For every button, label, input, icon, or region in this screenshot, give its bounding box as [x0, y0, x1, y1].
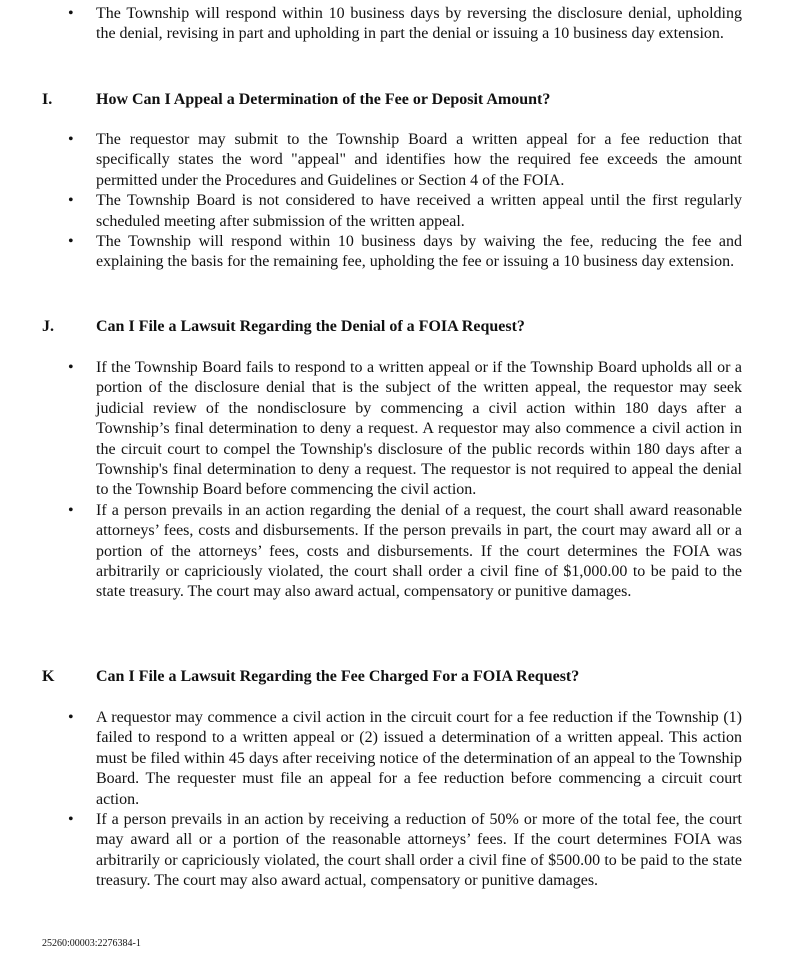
section-i-body — [0, 130, 802, 273]
list-item: • The Township will respond within 10 business days by waiving the fee, reducing the fee and explaining the basis for the remaining fee, upholding the fee or issuing a 10 business day extension. — [0, 232, 802, 273]
section-j-body — [0, 358, 802, 603]
list-item: • If a person prevails in an action by receiving a reduction of 50% or more of the total fee, the court may award all or a portion of the reasonable attorneys’ fees. If the court determines FOIA was arbitrarily or capriciously violated, the court shall order a civil fine of $500.00 to be paid to the state treasury. The court may also award actual, compensatory or punitive damages. — [0, 810, 802, 892]
section-letter: K — [42, 668, 55, 685]
section-j — [0, 316, 802, 338]
section-k-body — [0, 708, 802, 892]
section-header — [0, 316, 802, 338]
document-id-footer: 25260:00003:2276384-1 — [42, 938, 141, 949]
list-item: • If a person prevails in an action regarding the denial of a request, the court shall award reasonable attorneys’ fees, costs and disbursements. If the person prevails in part, the court may award all or a portion of the attorneys’ fees, costs and disbursements. If the court determines the FOIA was arbitrarily or capriciously violated, the court shall order a civil fine of $1,000.00 to be paid to the state treasury. The court may also award actual, compensatory or punitive damages. — [0, 501, 802, 603]
list-item: • The Township Board is not considered to have received a written appeal until the first regularly scheduled meeting after submission of the written appeal. — [0, 191, 802, 232]
section-header — [0, 666, 802, 688]
section-j-list — [0, 358, 802, 603]
section-header — [0, 89, 802, 111]
list-item: • If the Township Board fails to respond to a written appeal or if the Township Board upholds all or a portion of the disclosure denial that is the subject of the written appeal, the requestor may seek judicial review of the nondisclosure by commencing a civil action within 180 days after a Township’s final determination to deny a request. A requestor may also commence a civil action in the circuit court to compel the Township's disclosure of the public records within 180 days after a Township's final determination to deny a request. The requestor is not required to appeal the denial to the Township Board before commencing the civil action. — [0, 358, 802, 501]
section-i-list — [0, 130, 802, 273]
section-heading: How Can I Appeal a Determination of the Fee or Deposit Amount? — [96, 91, 551, 108]
section-k-list — [0, 708, 802, 892]
list-item: • The requestor may submit to the Township Board a written appeal for a fee reduction that specifically states the word "appeal" and identifies how the required fee exceeds the amount permitted under the Procedures and Guidelines or Section 4 of the FOIA. — [0, 130, 802, 191]
section-k — [0, 666, 802, 688]
section-heading: Can I File a Lawsuit Regarding the Fee Charged For a FOIA Request? — [96, 668, 580, 685]
carryover-block — [0, 4, 802, 45]
section-heading: Can I File a Lawsuit Regarding the Denial of a FOIA Request? — [96, 318, 525, 335]
list-item: • A requestor may commence a civil action in the circuit court for a fee reduction if the Township (1) failed to respond to a written appeal or (2) issued a determination of a written appeal. This action must be filed within 45 days after receiving notice of the determination of an appeal to the Township Board. The requester must file an appeal for a fee reduction before commencing a circuit court action. — [0, 708, 802, 810]
section-i — [0, 89, 802, 111]
carryover-list — [0, 4, 802, 45]
section-letter: J. — [42, 318, 54, 335]
list-item: • The Township will respond within 10 business days by reversing the disclosure denial, upholding the denial, revising in part and upholding in part the denial or issuing a 10 business day extension. — [0, 4, 802, 45]
section-letter: I. — [42, 91, 53, 108]
